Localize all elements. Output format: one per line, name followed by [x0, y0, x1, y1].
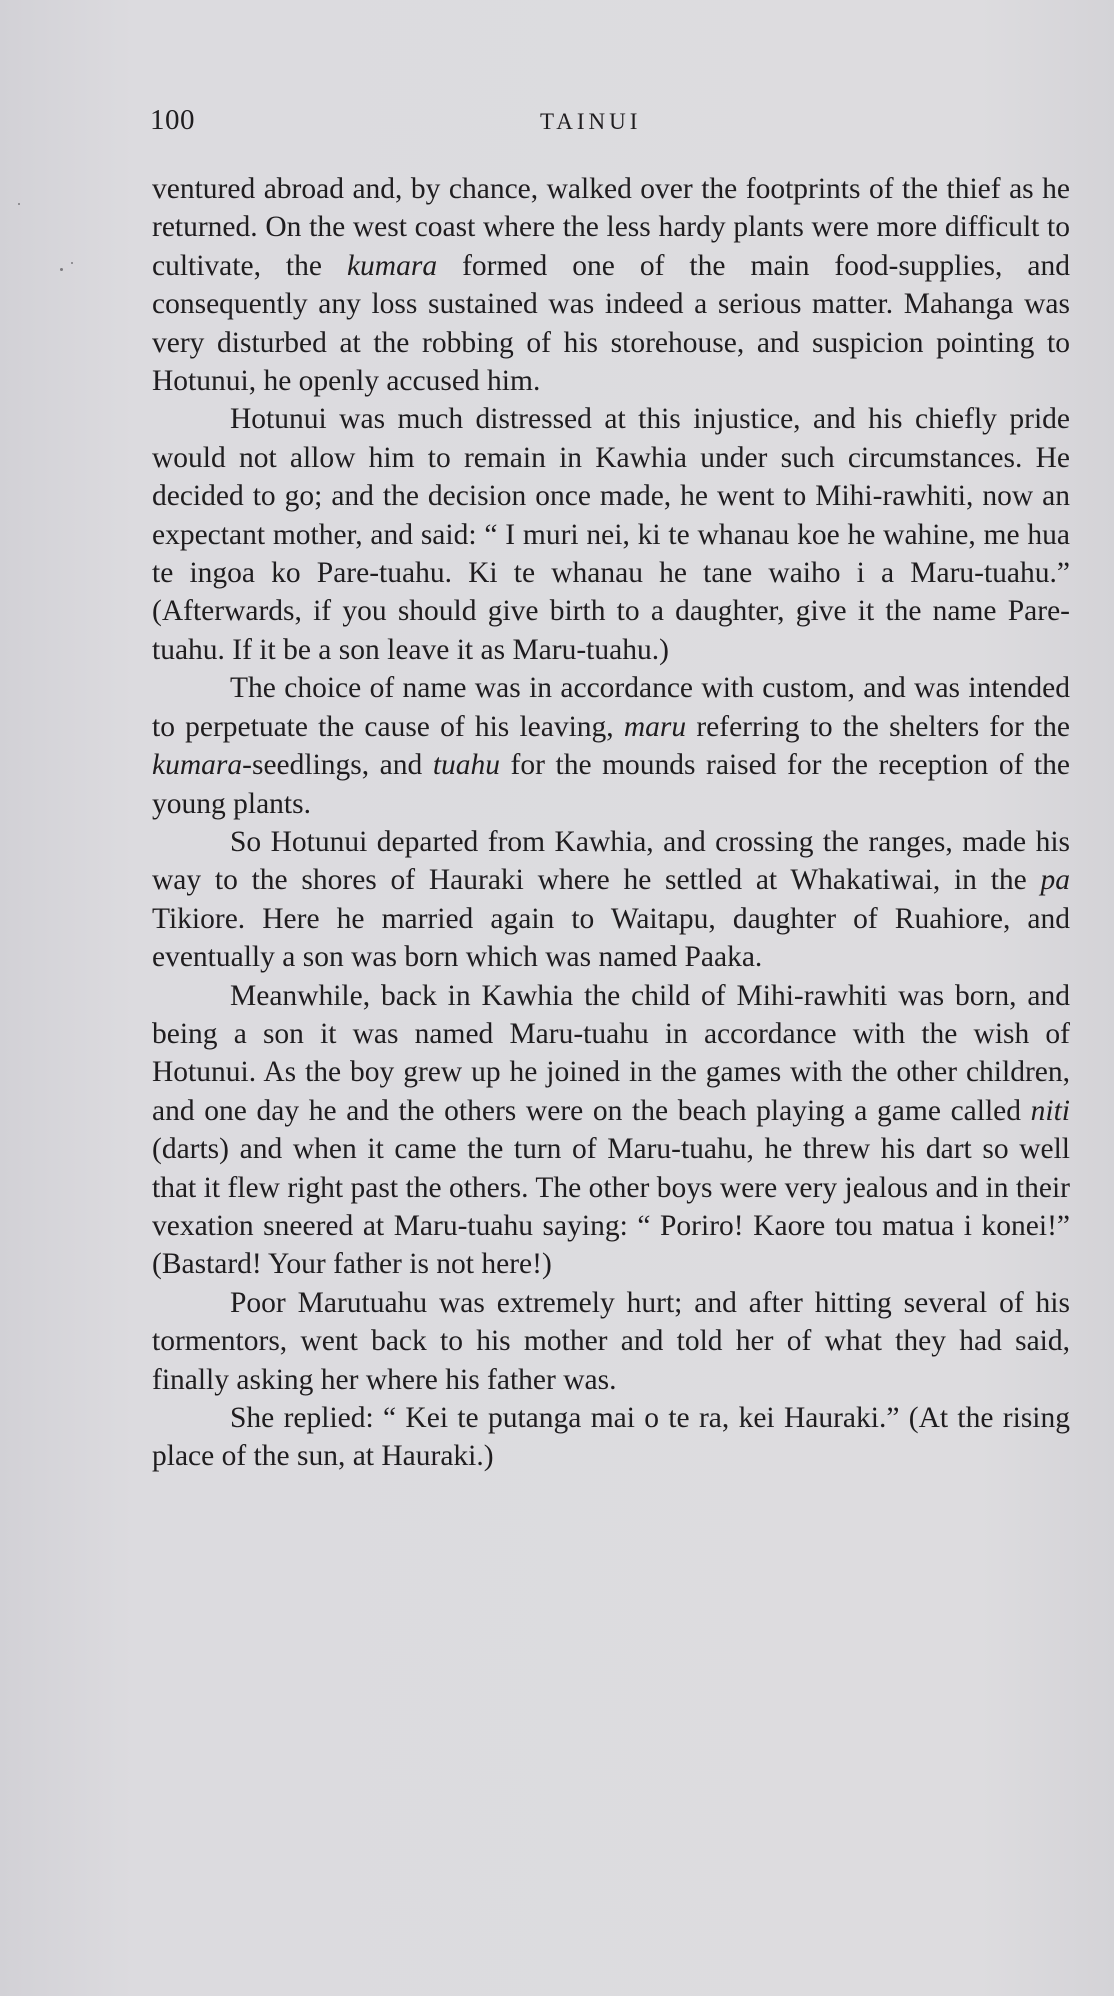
text-run: She replied: “ Kei te putanga mai o te ra, kei Hauraki.” (At the rising place of the sun, at Hauraki.) — [152, 1402, 1070, 1473]
italic-term: kumara — [152, 749, 243, 782]
page-header — [150, 104, 1070, 144]
text-run: for the mounds raised for the reception of the young plants. — [152, 749, 1070, 820]
italic-term: niti — [1030, 1094, 1070, 1127]
text-run: formed one of the main food-supplies, and consequently any loss sustained was indeed a serious matter. Mahanga was very disturbed at the robbing of his storehouse, and suspicion pointing to Hotunui, he openly accused him. — [152, 249, 1070, 398]
italic-term: tuahu — [432, 749, 501, 782]
page-number: 100 — [150, 104, 195, 136]
paragraph — [152, 400, 1070, 669]
paragraph — [152, 669, 1070, 823]
page-speck — [71, 262, 73, 264]
paragraph — [152, 1399, 1070, 1476]
text-run: -seedlings, and — [242, 749, 433, 782]
italic-term: maru — [623, 710, 687, 743]
text-run: So Hotunui departed from Kawhia, and crossing the ranges, made his way to the shores of Hauraki where he settled at Whakatiwai, in the — [152, 825, 1070, 897]
italic-term: kumara — [346, 249, 438, 282]
text-run: referring to the shelters for the — [686, 710, 1070, 743]
paragraph — [152, 977, 1070, 1284]
text-run: The choice of name was in accordance with custom, and was intended to perpetuate the cause of his leaving, — [152, 672, 1070, 743]
text-run: Hotunui was much distressed at this injustice, and his chiefly pride would not allow him to remain in Kawhia under such circumstances. He decided to go; and the decision once made, he went to Mihi-rawhiti, now an expectant mother, and said: “ I muri nei, ki te whanau koe he wahine, me hua te ingoa ko Pare-tuahu. Ki te whanau he tane waiho i a Maru-tuahu.” (Afterwards, if you should give birth to a daughter, give it the name Pare-tuahu. If it be a son leave it as Maru-tuahu.) — [152, 403, 1070, 666]
paragraph — [152, 823, 1070, 977]
page-speck — [18, 203, 20, 205]
text-run: ventured abroad and, by chance, walked over the footprints of the thief as he returned. On the west coast where the less hardy plants were more difficult to cultivate, the — [152, 173, 1070, 282]
running-head: TAINUI — [540, 109, 642, 134]
text-run: Tikiore. Here he married again to Waitapu, daughter of Ruahiore, and eventually a son was born which was named Paaka. — [152, 902, 1070, 974]
paragraph — [152, 170, 1070, 400]
page-speck — [60, 268, 63, 271]
text-run: Meanwhile, back in Kawhia the child of Mihi-rawhiti was born, and being a son it was named Maru-tuahu in accordance with the wish of Hotunui. As the boy grew up he joined in the games with the other children, and one day he and the others were on the beach playing a game called — [152, 979, 1070, 1127]
paragraph — [152, 1284, 1070, 1399]
text-run: (darts) and when it came the turn of Maru-tuahu, he threw his dart so well that it flew right past the others. The other boys were very jealous and in their vexation sneered at Maru-tuahu saying: “ Poriro! Kaore tou matua i konei!” (Bastard! Your father is not here!) — [152, 1133, 1070, 1281]
text-run: Poor Marutuahu was extremely hurt; and after hitting several of his tormentors, went back to his mother and told her of what they had said, finally asking her where his father was. — [152, 1286, 1070, 1396]
italic-term: pa — [1040, 864, 1070, 897]
body-text — [152, 170, 1070, 1476]
